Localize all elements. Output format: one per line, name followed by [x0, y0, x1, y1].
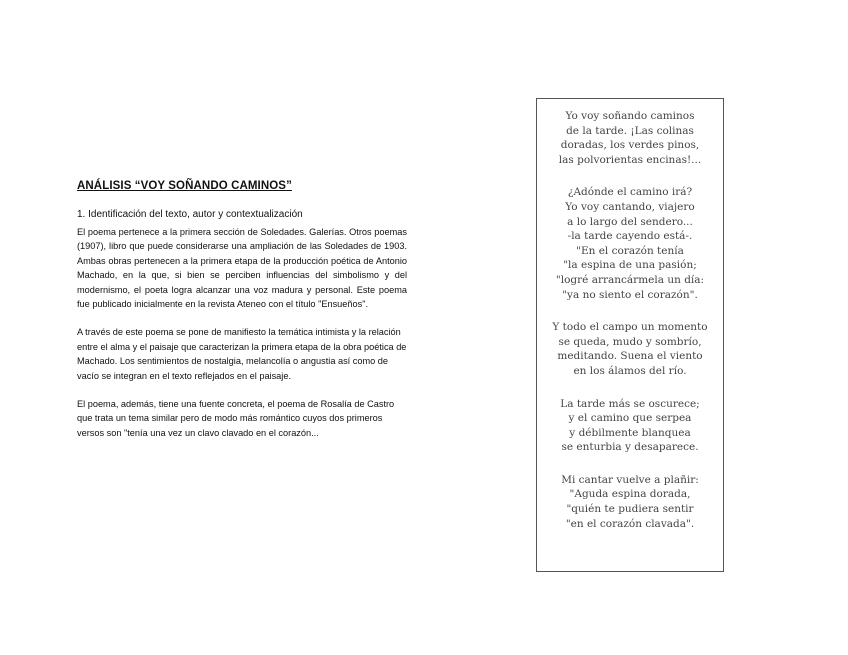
paragraph-source: El poema, además, tiene una fuente concreta, el poema de Rosalía de Castro que trata un tema similar pero de modo más romántico cuyos dos primeros versos son "tenía una vez un clavo clavado en el corazón...: [77, 399, 395, 438]
poem-line: -la tarde cayendo está-.: [567, 230, 693, 243]
poem-line: de la tarde. ¡Las colinas: [566, 124, 694, 137]
poem-line: meditando. Suena el viento: [557, 350, 703, 363]
poem-line: en los álamos del río.: [573, 364, 687, 377]
poem-line: las polvorientas encinas!...: [558, 153, 702, 166]
poem-stanza: [537, 185, 723, 302]
section-heading: 1. Identificación del texto, autor y contextualización: [77, 209, 303, 220]
paragraph-theme: A través de este poema se pone de manifiesto la temática intimista y la relación entre el alma y el paisaje que caracterizan la primera etapa de la obra poética de Machado. Los sentimientos de nostalgia, melancolía o angustia así como de vacío se integran en el texto reflejados en el paisaje.: [77, 327, 407, 381]
poem-line: "ya no siento el corazón".: [562, 288, 698, 301]
poem-line: "En el corazón tenía: [576, 244, 684, 257]
poem-line: y el camino que serpea: [568, 412, 692, 425]
poem-box: [536, 98, 724, 572]
poem-stanza: [537, 320, 723, 378]
poem-line: se queda, mudo y sombrío,: [558, 335, 702, 348]
poem-line: doradas, los verdes pinos,: [560, 139, 700, 152]
paragraph-context: El poema pertenece a la primera sección de Soledades. Galerías. Otros poemas (1907), libro que puede considerarse una ampliación de las Soledades de 1903. Ambas obras pertenecen a la primera etapa de la producción poética de Antonio Machado, en la que, si bien se perciben influencias del simbolismo y del modernismo, el poeta logra alcanzar una voz madura y personal. Este poema fue publicado inicialmente en la revista Ateneo con el título "Ensueños".: [77, 227, 407, 310]
analysis-column: [77, 180, 407, 454]
poem-line: La tarde más se oscurece;: [560, 397, 700, 410]
document-title: ANÁLISIS “VOY SOÑANDO CAMINOS”: [77, 180, 292, 192]
poem-line: Yo voy soñando caminos: [565, 110, 695, 122]
poem-line: a lo largo del sendero...: [567, 215, 693, 228]
poem-line: "Aguda espina dorada,: [569, 488, 691, 501]
poem-line: "la espina de una pasión;: [563, 259, 697, 272]
poem-line: Y todo el campo un momento: [552, 321, 708, 334]
poem-line: y débilmente blanquea: [569, 426, 691, 439]
poem-stanza: [537, 109, 723, 167]
poem-line: Yo voy cantando, viajero: [565, 200, 695, 213]
poem-line: "quién te pudiera sentir: [566, 503, 694, 516]
poem-line: ¿Adónde el camino irá?: [567, 186, 693, 199]
poem-line: "en el corazón clavada".: [565, 517, 695, 530]
poem-line: "logré arrancármela un día:: [555, 273, 705, 286]
poem-stanza: [537, 397, 723, 455]
poem-stanza: [537, 473, 723, 531]
poem-line: Mi cantar vuelve a plañir:: [561, 473, 699, 486]
poem-line: se enturbia y desaparece.: [561, 441, 699, 454]
